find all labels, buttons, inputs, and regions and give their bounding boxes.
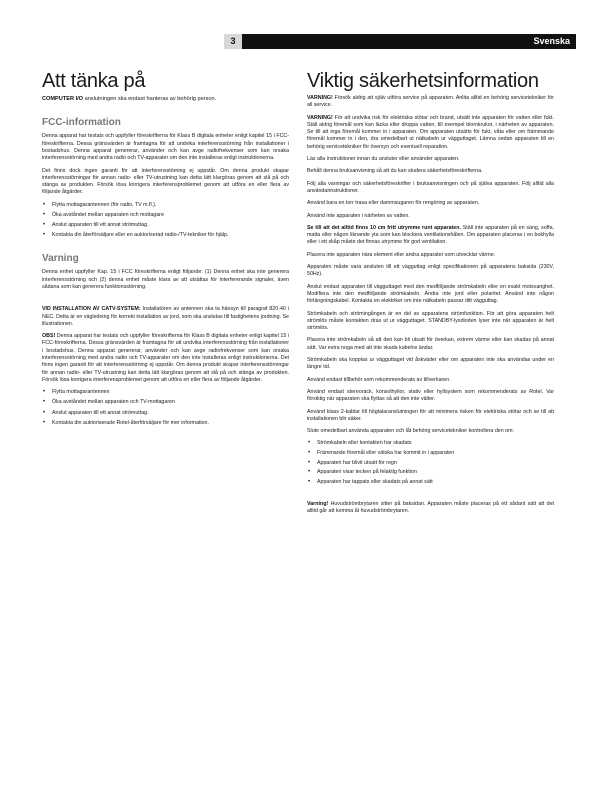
warning-text-1: Försök aldrig att själv utföra service på apparaten. Anlita alltid en behörig servicetekniker för all service.: [307, 95, 554, 109]
final-warning-text: Huvudströmbrytaren sitter på baksidan. Apparaten måste placeras på ett sådant sätt att det alltid går att komma åt huvudströmbrytaren.: [307, 500, 554, 515]
warning-bold-2: VARNING!: [307, 114, 333, 121]
safety-paragraph: Placera inte strömkabeln så att den kan bli utsatt för överkan, extrem värme eller kan skadas på annat sätt. Var extra noga med att inte skada kabelns ändar.: [307, 337, 554, 351]
list-item: • Öka avståndet mellan apparaten och TV-mottagaren: [42, 399, 289, 406]
list-item: • Kontakta din återförsäljare eller en auktoriserad radio-/TV-tekniker för hjälp.: [42, 232, 289, 239]
safety-paragraph: Apparaten måste vara ansluten till ett vägguttag enligt specifikationen på apparatens baksida (230V, 50Hz).: [307, 264, 554, 278]
service-bullet-list: [307, 440, 554, 485]
obs-bold: OBS!: [42, 333, 56, 340]
safety-paragraph: Anslut endast apparaten till vägguttaget med den medföljande strömkabeln eller en exakt motsvarighet. Modifiera inte den medföljande strömkabeln. Ändra inte jord eller polaritet. Använd inte någon förlängningskabel. Kontakta en elektriker om inte nätkabeln passar ditt vägguttag.: [307, 283, 554, 305]
safety-paragraph: Strömkabeln ska kopplas ur vägguttaget vid åskväder eller om apparaten inte ska användas under en längre tid.: [307, 357, 554, 371]
page-number: 3: [224, 34, 242, 49]
ventilation-bold: Se till att det alltid finns 10 cm fritt utrymme runt apparaten.: [307, 224, 461, 231]
ventilation-text: Ställ inte apparaten på en säng, soffa, matta eller någon liknande yta som kan blockera ventilationshålen. Om apparaten placeras i en bokhylla eller i ett skåp måste det finnas utrymme för god ventilation.: [307, 224, 554, 246]
obs-text: Denna apparat har testats och uppfyller föreskrifterna för Klass B digitala enheter enligt kapitel 15 i FCC-föreskrifterna. Dessa gränsvärden är framtagna för att undvika interferensstörning från installationer i bostadshus. Denna apparat genererar, använder och kan avge radiofrekvenser som kan orsaka interferensstörning med andra radio och TV-apparater om den inte installeras enligt instruktionerna. Det finns ingen garanti för att interferensstörning ej uppstår. Om denna produkt skapar interferensstörningar för annan radio- eller TV-utrustning kan detta lätt klargöras genom att slå på och stänga av produkten. Försök lösa korrigera interferensproblemet genom att utföra en eller flera av följande åtgärder.: [42, 333, 289, 383]
safety-paragraph: Strömkabeln och strömingången är en del av apparatens strömfunktion. För att göra apparaten helt strömlös måste kontakten dras ut ur vägguttaget. STANDBY-lysdioden lyser inte när apparaten är helt strömlös.: [307, 310, 554, 332]
list-item: • Öka avståndet mellan apparaten och mottagare: [42, 212, 289, 219]
list-item: • Apparaten har tappats eller skadats på annat sätt: [307, 479, 554, 486]
left-title: Att tänka på: [42, 70, 146, 92]
fcc-paragraph-1: Denna apparat har testats och uppfyller föreskrifterna för Klass B digitala enheter enligt kapitel 15 i FCC-föreskrifterna. Dessa gränsvärden är framtagna för att undvika interferensstörning från installationer i bostadshus. Denna apparat genererar, använder och kan avge radiofrekvenser som kan orsaka interferensstörning med andra radio och TV-apparater om den inte installeras enligt instruktionerna.: [42, 133, 289, 162]
fcc-bullet-list: [42, 202, 289, 240]
safety-paragraph: Använd klass 2-kablar till högtalaranslutningen för att minimera risken för elektriska stötar och se till att installationen blir säker.: [307, 408, 554, 422]
intro-paragraph: [42, 96, 289, 103]
intro-bold: COMPUTER I/O: [42, 96, 84, 102]
warning-paragraph-2: [307, 115, 554, 151]
safety-paragraph: Använd inte apparaten i närheten av vatten.: [307, 212, 410, 219]
list-item: • Främmande föremål eller vätska har kommit in i apparaten: [307, 450, 554, 457]
list-item: • Anslut apparaten till ett annat strömuttag.: [42, 410, 289, 417]
right-title: Viktig säkerhetsinformation: [307, 70, 539, 92]
warning-paragraph: Denna enhet uppfyller Kap. 15 i FCC föreskrifterna enligt följande: (1) Denna enhet ska inte generera interferensstörning och (2) denna enhet måste klara av att utsättas för interfererande signaler, även sådana som kan generera funktionsstörning.: [42, 269, 289, 290]
left-column: [42, 70, 289, 432]
list-item: • Anslut apparaten till ett annat strömuttag.: [42, 222, 289, 229]
list-item: • Apparaten visar tecken på felaktig funktion: [307, 469, 554, 476]
fcc-heading: FCC-information: [42, 117, 121, 129]
safety-paragraph: Slute omedelbart använda apparaten och låt behörig servicetekniker kontrollera den om:: [307, 428, 514, 435]
list-item: • Apparaten har blivit utsatt för regn: [307, 460, 554, 467]
right-column: [307, 70, 554, 520]
warning-text-2: För att undvika risk för elektriska stötar och brand, utsätt inte apparaten för vatten eller fukt. Ställ aldrig föremål som kan läcka eller droppa vatten, till exempel blomkrukor, i närheten av apparaten. Se till att inga föremål kommer in i apparaten. Om apparaten utsätts för fukt, våta eller om främmande föremål kommer in i den, dra omedelbart ut nätkabeln ur vägguttaget. Lämna sedan apparaten till en behörig servicetekniker för översyn och eventuell reparation.: [307, 114, 554, 150]
language-label: Svenska: [533, 36, 570, 46]
fcc-paragraph-2: Det finns dock ingen garanti för att interferensstörning ej uppstår. Om denna produkt skapar interferensstörningar för annan radio- eller TV-utrustning kan detta lätt klargöras genom att slå på och stänga av produkten. Försök lösa korrigera interferensproblemet genom att utföra en eller flera av följande åtgärder.: [42, 167, 289, 196]
catv-paragraph: [42, 306, 289, 328]
warning-paragraph-1: [307, 95, 554, 110]
safety-paragraph: Använd bara en torr trasa eller dammsugaren för rengöring av apparaten.: [307, 200, 480, 207]
intro-text: anslutningen ska endast hanteras av behörig person.: [83, 96, 217, 102]
safety-paragraph: Följ alla varningar och säkerhetsföreskrifter i bruksanvisningen och på själva apparaten. Följ alltid alla användarinstruktioner.: [307, 180, 554, 194]
page-header-bar: [224, 34, 576, 49]
catv-bold: VID INSTALLATION AV CATV-SYSTEM:: [42, 306, 141, 313]
safety-paragraph: Använd endast stereorack, konsolhyllor, stativ eller hyllsystem som rekommenderats av Rotel. Var försiktig när apparaten ska flyttas så att den inte välter.: [307, 388, 554, 403]
list-item: • Strömkabeln eller kontakten har skadats: [307, 440, 554, 447]
obs-bullet-list: [42, 389, 289, 427]
safety-paragraph: Behåll denna bruksanvisning så att du kan studera säkerhetsföreskrifterna.: [307, 168, 483, 175]
final-warning-bold: Varning!: [307, 500, 329, 507]
list-item: • Flytta mottagarantennen: [42, 389, 289, 396]
safety-paragraph: Läs alla instruktioner innan du ansluter eller använder apparaten.: [307, 156, 460, 163]
final-warning-paragraph: [307, 501, 554, 516]
warning-heading: Varning: [42, 253, 79, 265]
list-item: • Kontakta din auktoriserade Rotel-återförsäljare för mer information.: [42, 420, 289, 427]
obs-paragraph: [42, 333, 289, 384]
ventilation-paragraph: [307, 225, 554, 247]
list-item: • Flytta mottagarantennen (för radio, TV m.fl.).: [42, 202, 289, 209]
safety-paragraph: Använd endast tillbehör som rekommenderats av tillverkaren.: [307, 376, 451, 383]
catv-text: Installatören av antennen ska ta hänsyn till paragraf 820-40 i NEC. Detta är en vägledning för korrekt installation av jord, som ska anslutas till fastighetens jordning. Se illustrationen.: [42, 306, 289, 327]
safety-paragraph: Placera inte apparaten nära element eller andra apparater som utvecklar värme.: [307, 251, 496, 258]
warning-bold-1: VARNING!: [307, 95, 333, 101]
